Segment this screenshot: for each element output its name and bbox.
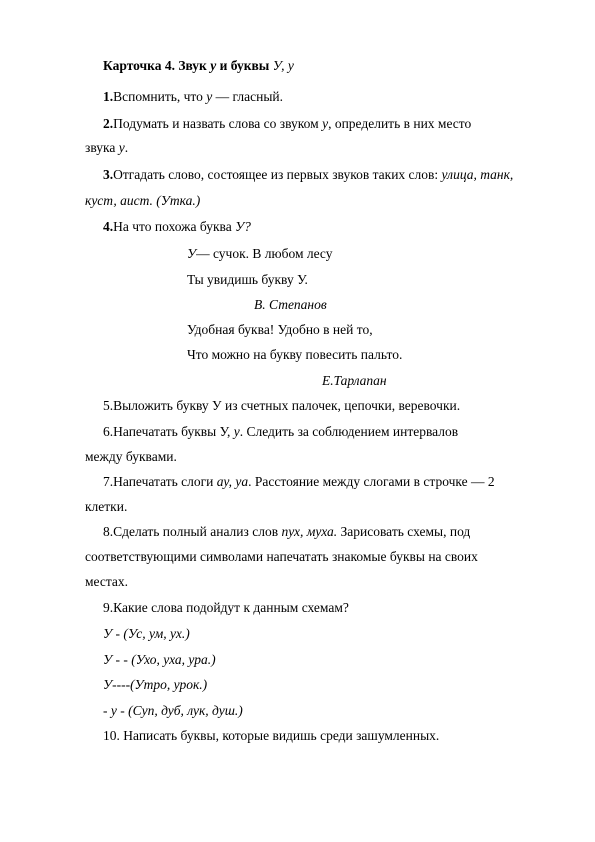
- item-text: Подумать и назвать слова со звуком: [113, 116, 323, 131]
- item-5: 5.Выложить букву У из счетных палочек, цепочки, веревочки.: [103, 398, 461, 413]
- poem1-line1: [187, 246, 333, 262]
- item-text: Вспомнить, что: [113, 89, 207, 104]
- item-3-cont: куст, аист. (Утка.): [85, 193, 201, 208]
- item-8: [103, 524, 470, 540]
- item-2-cont: [85, 140, 128, 156]
- item-10: 10. Написать буквы, которые видишь среди зашумленных.: [103, 728, 440, 743]
- item-1: [103, 89, 283, 105]
- item-text-after: Зарисовать схемы, под: [337, 524, 471, 539]
- poem2-author: Е.Тарлапан: [322, 373, 387, 388]
- item-text-after: .: [124, 140, 129, 155]
- title-mid: и буквы: [216, 58, 273, 73]
- item-2: [103, 116, 471, 132]
- item-text-after: . Следить за соблюдением интервалов: [239, 424, 459, 439]
- item-em: у: [233, 424, 240, 439]
- poem2-line2: Что можно на букву повесить пальто.: [187, 347, 403, 362]
- card-title: [103, 58, 294, 74]
- item-6-cont: между буквами.: [85, 449, 177, 464]
- item-3: [103, 167, 513, 183]
- item-number: 3.: [103, 167, 114, 182]
- item-8-cont1: соответствующими символами напечатать знакомые буквы на своих: [85, 549, 478, 564]
- item-em: у: [322, 116, 329, 131]
- item-7-cont: клетки.: [85, 499, 128, 514]
- scheme-2: У - - (Ухо, уха, ура.): [103, 652, 216, 667]
- item-number: 4.: [103, 219, 114, 234]
- scheme-1: У - (Ус, ум, ух.): [103, 626, 190, 641]
- item-em: улица, танк,: [441, 167, 514, 182]
- item-text-after: , определить в них место: [328, 116, 472, 131]
- item-em: пух, муха.: [281, 524, 338, 539]
- item-9: 9.Какие слова подойдут к данным схемам?: [103, 600, 349, 615]
- poem-em: У: [187, 246, 197, 261]
- title-letters: У, у: [272, 58, 294, 73]
- poem1-line2: Ты увидишь букву У.: [187, 272, 308, 287]
- item-4: [103, 219, 251, 235]
- title-text: Карточка 4. Звук: [103, 58, 211, 73]
- item-text: На что похожа буква: [113, 219, 236, 234]
- poem2-line1: Удобная буква! Удобно в ней то,: [187, 322, 373, 337]
- item-text: звука: [85, 140, 119, 155]
- scheme-4: - у - (Суп, дуб, лук, душ.): [103, 703, 243, 718]
- item-number: 2.: [103, 116, 114, 131]
- title-sound: у: [210, 58, 217, 73]
- scheme-3: У----(Утро, урок.): [103, 677, 208, 692]
- item-text-after: . Расстояние между слогами в строчке — 2: [248, 474, 495, 489]
- item-text: 8.Сделать полный анализ слов: [103, 524, 282, 539]
- item-7: [103, 474, 495, 490]
- item-text: 7.Напечатать слоги: [103, 474, 217, 489]
- poem1-author: В. Степанов: [254, 297, 327, 312]
- poem-text: — сучок. В любом лесу: [196, 246, 333, 261]
- item-text: Отгадать слово, состоящее из первых звуков таких слов:: [113, 167, 442, 182]
- item-em: у: [118, 140, 125, 155]
- item-em: ау, уа: [216, 474, 249, 489]
- item-8-cont2: местах.: [85, 574, 129, 589]
- item-number: 1.: [103, 89, 114, 104]
- item-text-after: — гласный.: [212, 89, 283, 104]
- item-text: 6.Напечатать буквы У,: [103, 424, 234, 439]
- item-6: [103, 424, 458, 440]
- item-em: у: [206, 89, 213, 104]
- item-em: У?: [235, 219, 251, 234]
